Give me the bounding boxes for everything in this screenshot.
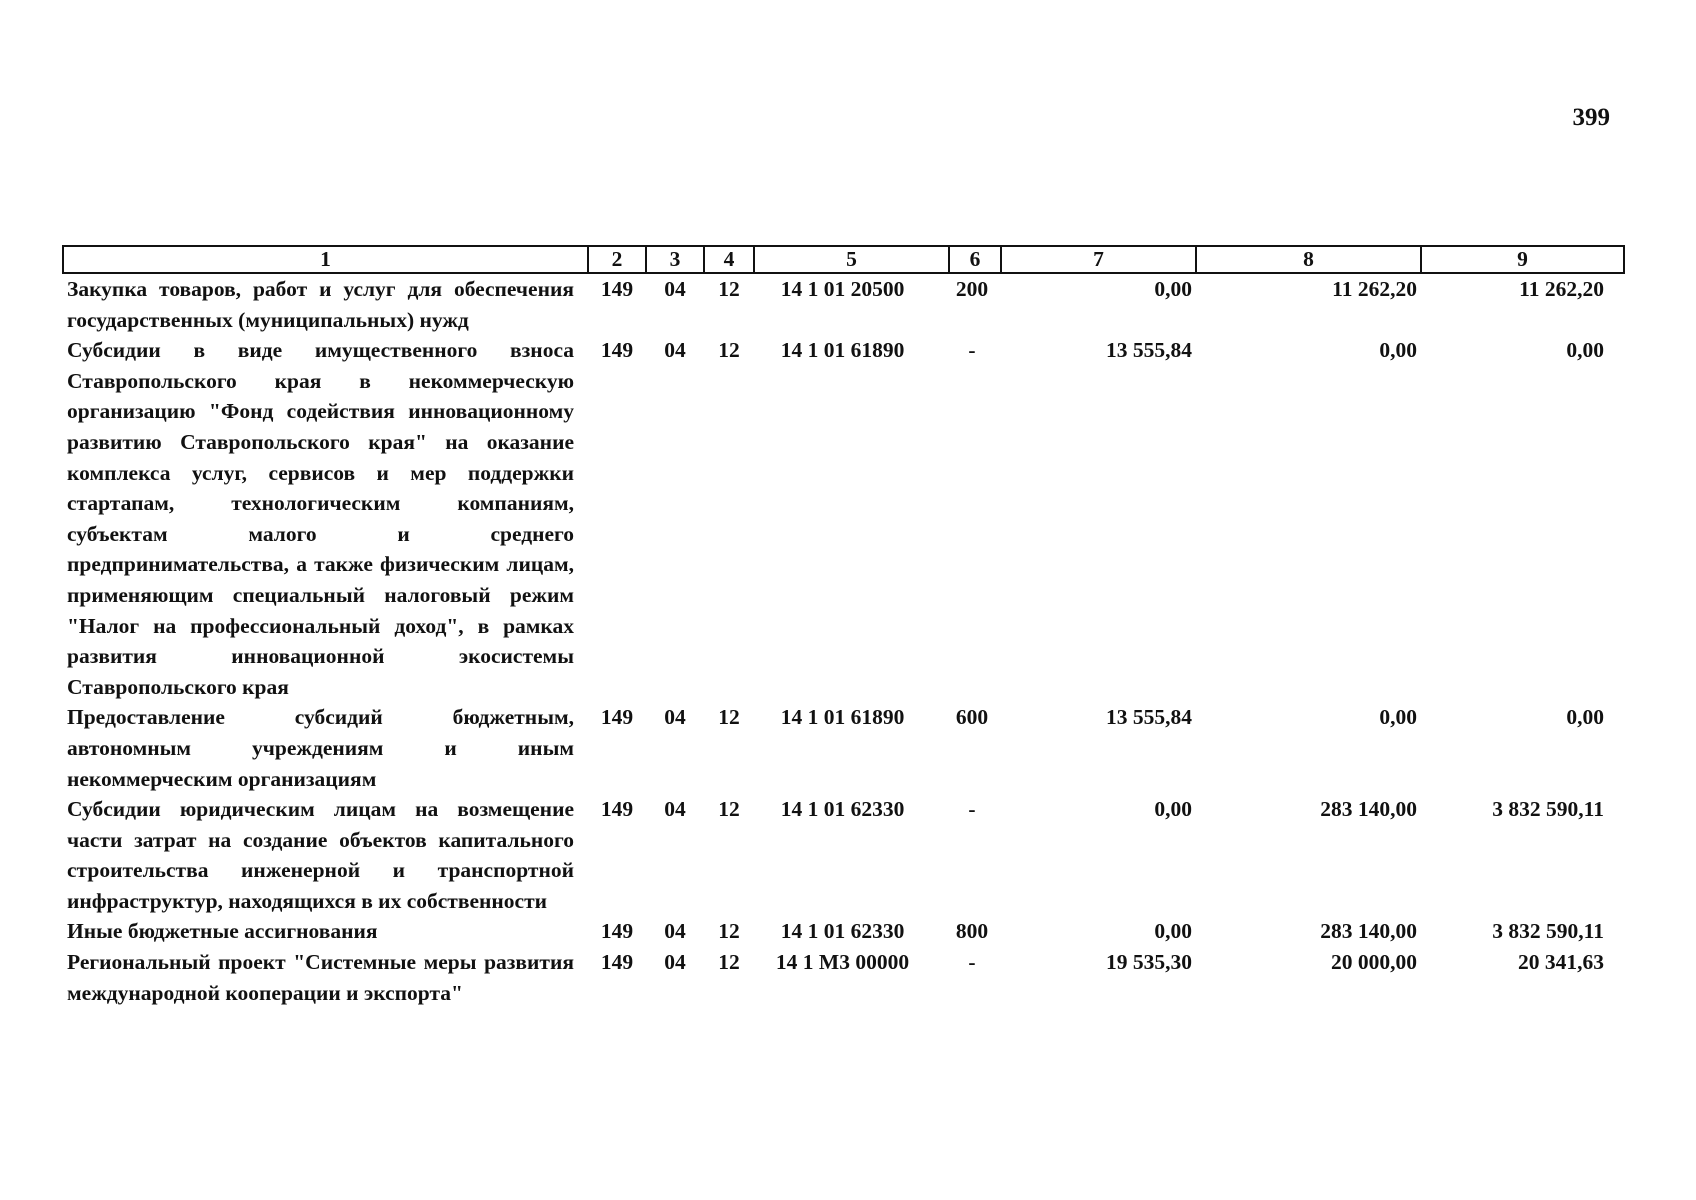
row-subsection-code: 12: [718, 797, 740, 822]
row-ministry-code: 149: [600, 919, 634, 944]
table-row: [63, 335, 1624, 702]
row-target-article: 14 1 01 61890: [780, 338, 905, 363]
row-amount-col7: 13 555,84: [1106, 705, 1192, 730]
row-name: Региональный проект "Системные меры развития международной кооперации и экспорта": [67, 950, 574, 1005]
budget-table: [62, 245, 1625, 1008]
row-expense-type: -: [968, 338, 976, 363]
row-amount-col7: 0,00: [1154, 919, 1192, 944]
row-expense-type: 800: [955, 919, 989, 944]
row-ministry-code: 149: [600, 338, 634, 363]
header-col-4: 4: [704, 246, 754, 273]
row-amount-col9: 20 341,63: [1518, 950, 1604, 975]
table-row: [63, 947, 1624, 1008]
header-col-3: 3: [646, 246, 704, 273]
row-amount-col9: 11 262,20: [1519, 277, 1604, 301]
row-section-code: 04: [664, 797, 686, 822]
row-amount-col8: 0,00: [1379, 338, 1417, 363]
table-header: [63, 246, 1624, 273]
page-number: 399: [1572, 104, 1610, 131]
row-amount-col8: 11 262,20: [1332, 277, 1417, 301]
row-amount-col8: 20 000,00: [1331, 950, 1417, 975]
header-col-6: 6: [949, 246, 1001, 273]
row-amount-col7: 13 555,84: [1106, 338, 1192, 363]
header-col-9: 9: [1421, 246, 1624, 273]
row-subsection-code: 12: [718, 277, 740, 301]
header-row: [63, 246, 1624, 273]
row-section-code: 04: [664, 950, 686, 975]
row-ministry-code: 149: [600, 277, 634, 301]
table-row: [63, 273, 1624, 335]
row-amount-col7: 0,00: [1154, 277, 1192, 301]
row-amount-col8: 0,00: [1379, 705, 1417, 730]
row-section-code: 04: [664, 705, 686, 730]
row-amount-col7: 19 535,30: [1106, 950, 1192, 975]
row-expense-type: -: [968, 950, 976, 975]
header-col-1: 1: [63, 246, 588, 273]
row-amount-col9: 0,00: [1566, 705, 1604, 730]
table-row: [63, 794, 1624, 916]
row-amount-col9: 0,00: [1566, 338, 1604, 363]
row-subsection-code: 12: [718, 950, 740, 975]
row-target-article: 14 1 M3 00000: [775, 950, 910, 975]
row-name: Субсидии в виде имущественного взноса Ставропольского края в некоммерческую организацию "Фонд содействия инновационному развитию Ставропольского края" на оказание комплекса услуг, сервисов и мер поддержки стартапам, технологическим компаниям, субъектам малого и среднего предпринимательства, а также физическим лицам, применяющим специальный налоговый режим "Налог на профессиональный доход", в рамках развития инновационной экосистемы Ставропольского края: [67, 338, 574, 699]
row-name: Предоставление субсидий бюджетным, автономным учреждениям и иным некоммерческим организациям: [67, 705, 574, 791]
row-name: Субсидии юридическим лицам на возмещение части затрат на создание объектов капитального строительства инженерной и транспортной инфраструктур, находящихся в их собственности: [67, 797, 574, 913]
row-amount-col8: 283 140,00: [1320, 797, 1417, 822]
table-body: [63, 273, 1624, 1008]
row-amount-col7: 0,00: [1154, 797, 1192, 822]
row-subsection-code: 12: [718, 919, 740, 944]
row-expense-type: 600: [955, 705, 989, 730]
row-section-code: 04: [664, 338, 686, 363]
row-section-code: 04: [664, 919, 686, 944]
row-amount-col9: 3 832 590,11: [1492, 919, 1604, 944]
row-subsection-code: 12: [718, 705, 740, 730]
header-col-7: 7: [1001, 246, 1196, 273]
row-section-code: 04: [664, 277, 686, 301]
row-target-article: 14 1 01 62330: [780, 797, 905, 822]
row-target-article: 14 1 01 20500: [780, 277, 905, 301]
header-col-8: 8: [1196, 246, 1421, 273]
row-subsection-code: 12: [718, 338, 740, 363]
header-col-5: 5: [754, 246, 949, 273]
row-name: Закупка товаров, работ и услуг для обеспечения государственных (муниципальных) нужд: [67, 277, 574, 332]
row-expense-type: 200: [955, 277, 989, 301]
row-amount-col9: 3 832 590,11: [1492, 797, 1604, 822]
table-row: [63, 916, 1624, 947]
row-target-article: 14 1 01 62330: [780, 919, 905, 944]
row-target-article: 14 1 01 61890: [780, 705, 905, 730]
row-amount-col8: 283 140,00: [1320, 919, 1417, 944]
row-ministry-code: 149: [600, 705, 634, 730]
header-col-2: 2: [588, 246, 646, 273]
row-ministry-code: 149: [600, 950, 634, 975]
table-row: [63, 702, 1624, 794]
row-expense-type: -: [968, 797, 976, 822]
row-ministry-code: 149: [600, 797, 634, 822]
row-name: Иные бюджетные ассигнования: [67, 919, 378, 944]
